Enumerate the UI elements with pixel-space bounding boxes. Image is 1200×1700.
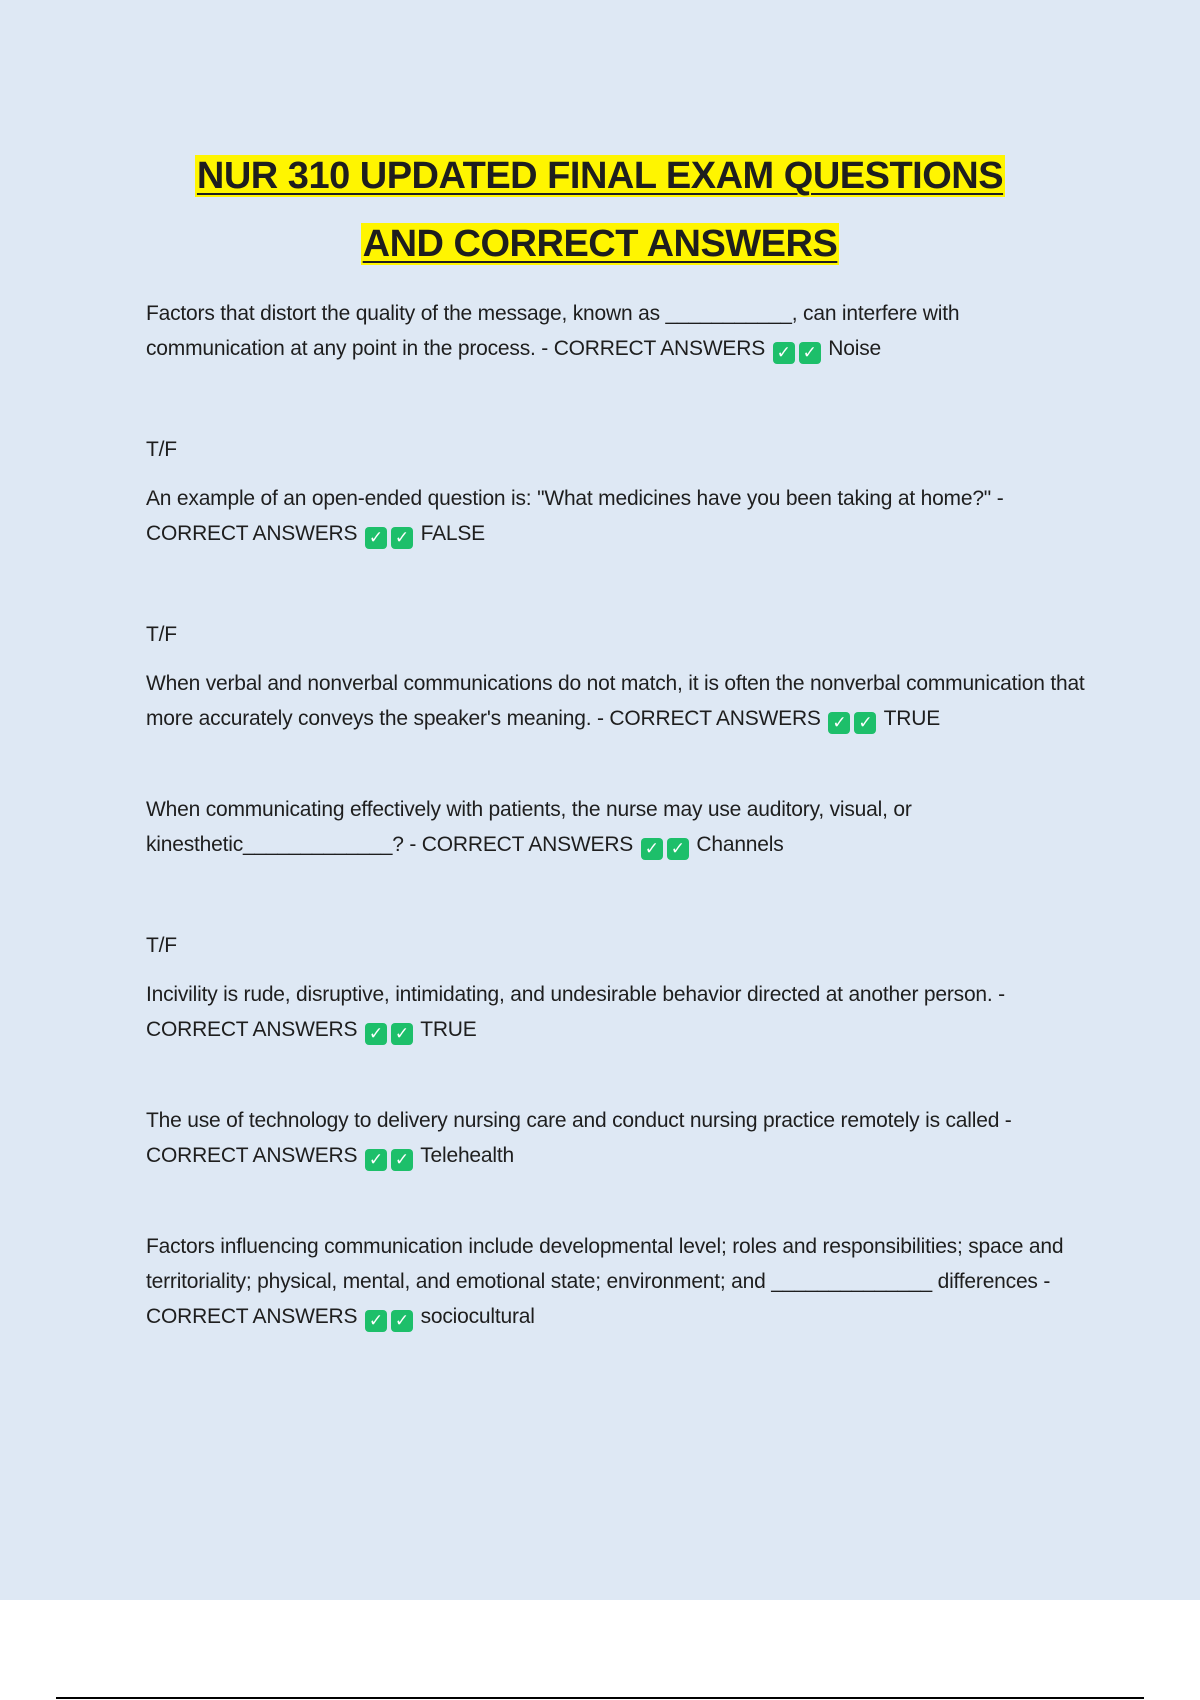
question-item [146, 977, 1096, 1047]
answer-text: Channels [696, 833, 784, 856]
check-mark-icon: ✓ [391, 1023, 413, 1045]
tf-label: T/F [146, 623, 177, 646]
question-list [146, 296, 1096, 1334]
check-mark-icon: ✓ [365, 527, 387, 549]
answer-text: FALSE [420, 522, 485, 545]
question-item [146, 1103, 1096, 1173]
check-mark-icon: ✓ [799, 342, 821, 364]
answer-text: TRUE [420, 1018, 477, 1041]
answer-text: Noise [828, 337, 881, 360]
question-text: When verbal and nonverbal communications do not match, it is often the nonverbal communication that more accurately conveys the speaker's meaning. - CORRECT ANSWERS [146, 672, 1085, 730]
answer-text: Telehealth [420, 1144, 514, 1167]
question-text: Incivility is rude, disruptive, intimidating, and undesirable behavior directed at another person. - CORRECT ANSWERS [146, 983, 1005, 1041]
check-mark-icon: ✓ [854, 712, 876, 734]
question-text: Factors that distort the quality of the message, known as ___________, can interfere with communication at any point in the process. - CORRECT ANSWERS [146, 302, 960, 360]
check-mark-icon: ✓ [391, 1310, 413, 1332]
check-mark-icon: ✓ [391, 527, 413, 549]
footer-divider [56, 1697, 1144, 1699]
check-mark-icon: ✓ [365, 1310, 387, 1332]
question-item [146, 1229, 1096, 1334]
check-mark-icon: ✓ [641, 838, 663, 860]
question-text: The use of technology to delivery nursing care and conduct nursing practice remotely is called - CORRECT ANSWERS [146, 1109, 1012, 1167]
title-line-1: NUR 310 UPDATED FINAL EXAM QUESTIONS [196, 155, 1004, 197]
check-mark-icon: ✓ [365, 1149, 387, 1171]
answer-text: sociocultural [420, 1305, 535, 1328]
question-text: An example of an open-ended question is: "What medicines have you been taking at home?" - CORRECT ANSWERS [146, 487, 1004, 545]
check-mark-icon: ✓ [391, 1149, 413, 1171]
document-title [0, 142, 1200, 278]
question-item [146, 792, 1096, 862]
title-line-2: AND CORRECT ANSWERS [362, 223, 838, 265]
question-item [146, 481, 1096, 551]
check-mark-icon: ✓ [365, 1023, 387, 1045]
question-item [146, 296, 1096, 366]
tf-label: T/F [146, 438, 177, 461]
check-mark-icon: ✓ [667, 838, 689, 860]
check-mark-icon: ✓ [773, 342, 795, 364]
question-text: Factors influencing communication include developmental level; roles and responsibilities; space and territoriality; physical, mental, and emotional state; environment; and ______________ differences - CORRECT ANSWERS [146, 1235, 1064, 1328]
check-mark-icon: ✓ [828, 712, 850, 734]
question-item [146, 666, 1096, 736]
tf-label: T/F [146, 934, 177, 957]
answer-text: TRUE [883, 707, 941, 730]
question-text: When communicating effectively with patients, the nurse may use auditory, visual, or kinesthetic_____________? - CORRECT ANSWERS [146, 798, 912, 856]
